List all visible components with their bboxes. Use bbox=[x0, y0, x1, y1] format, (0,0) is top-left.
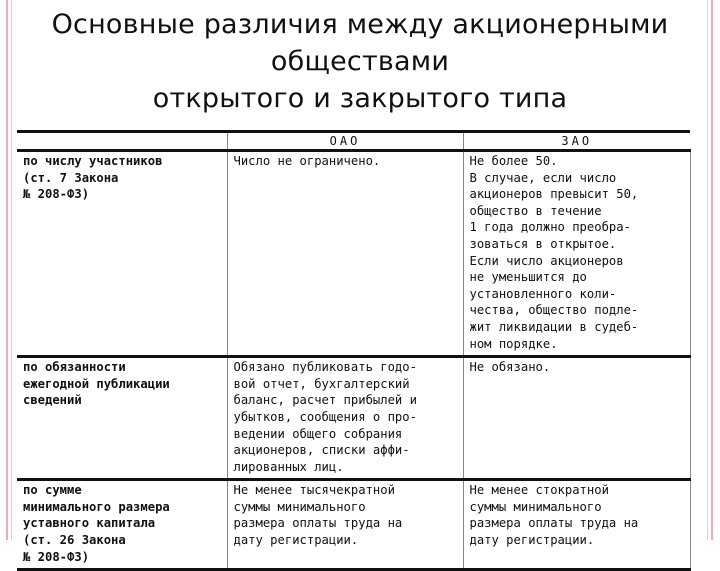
table-header-row bbox=[17, 132, 690, 151]
slide-title bbox=[0, 6, 720, 117]
title-line-3: открытого и закрытого типа bbox=[152, 83, 568, 114]
row-zao-cell: Не более 50. В случае, если число акционеров превысит 50, общество в течение 1 года должно преобра- зоваться в открытое. Если число акционеров не уменьшится до установленного коли- чества, общество подле- жит ликвидации в судеб- ном порядке. bbox=[463, 151, 690, 357]
table-row bbox=[17, 151, 690, 357]
header-criterion bbox=[17, 132, 227, 151]
row-criterion: по обязанности ежегодной публикации сведений bbox=[17, 357, 227, 480]
row-criterion: по числу участников (ст. 7 Закона № 208-ФЗ) bbox=[17, 151, 227, 357]
row-oao-cell: Число не ограничено. bbox=[227, 151, 463, 357]
row-zao-cell: Не менее стократной суммы минимального размера оплаты труда на дату регистрации. bbox=[463, 480, 690, 570]
header-zao: ЗАО bbox=[463, 132, 690, 151]
row-criterion: по сумме минимального размера уставного капитала (ст. 26 Закона № 208-ФЗ) bbox=[17, 480, 227, 570]
row-oao-cell: Не менее тысячекратной суммы минимального размера оплаты труда на дату регистрации. bbox=[227, 480, 463, 570]
title-line-2: обществами bbox=[270, 46, 450, 77]
comparison-table-container bbox=[17, 130, 690, 564]
header-oao: ОАО bbox=[227, 132, 463, 151]
row-zao-cell: Не обязано. bbox=[463, 357, 690, 480]
comparison-table bbox=[17, 130, 691, 571]
row-oao-cell: Обязано публиковать годо- вой отчет, бухгалтерский баланс, расчет прибылей и убытков, сообщения о про- ведении общего собрания акционеров, списки аффи- лированных лиц. bbox=[227, 357, 463, 480]
table-row bbox=[17, 480, 690, 570]
title-line-1: Основные различия между акционерными bbox=[51, 9, 669, 40]
table-row bbox=[17, 357, 690, 480]
